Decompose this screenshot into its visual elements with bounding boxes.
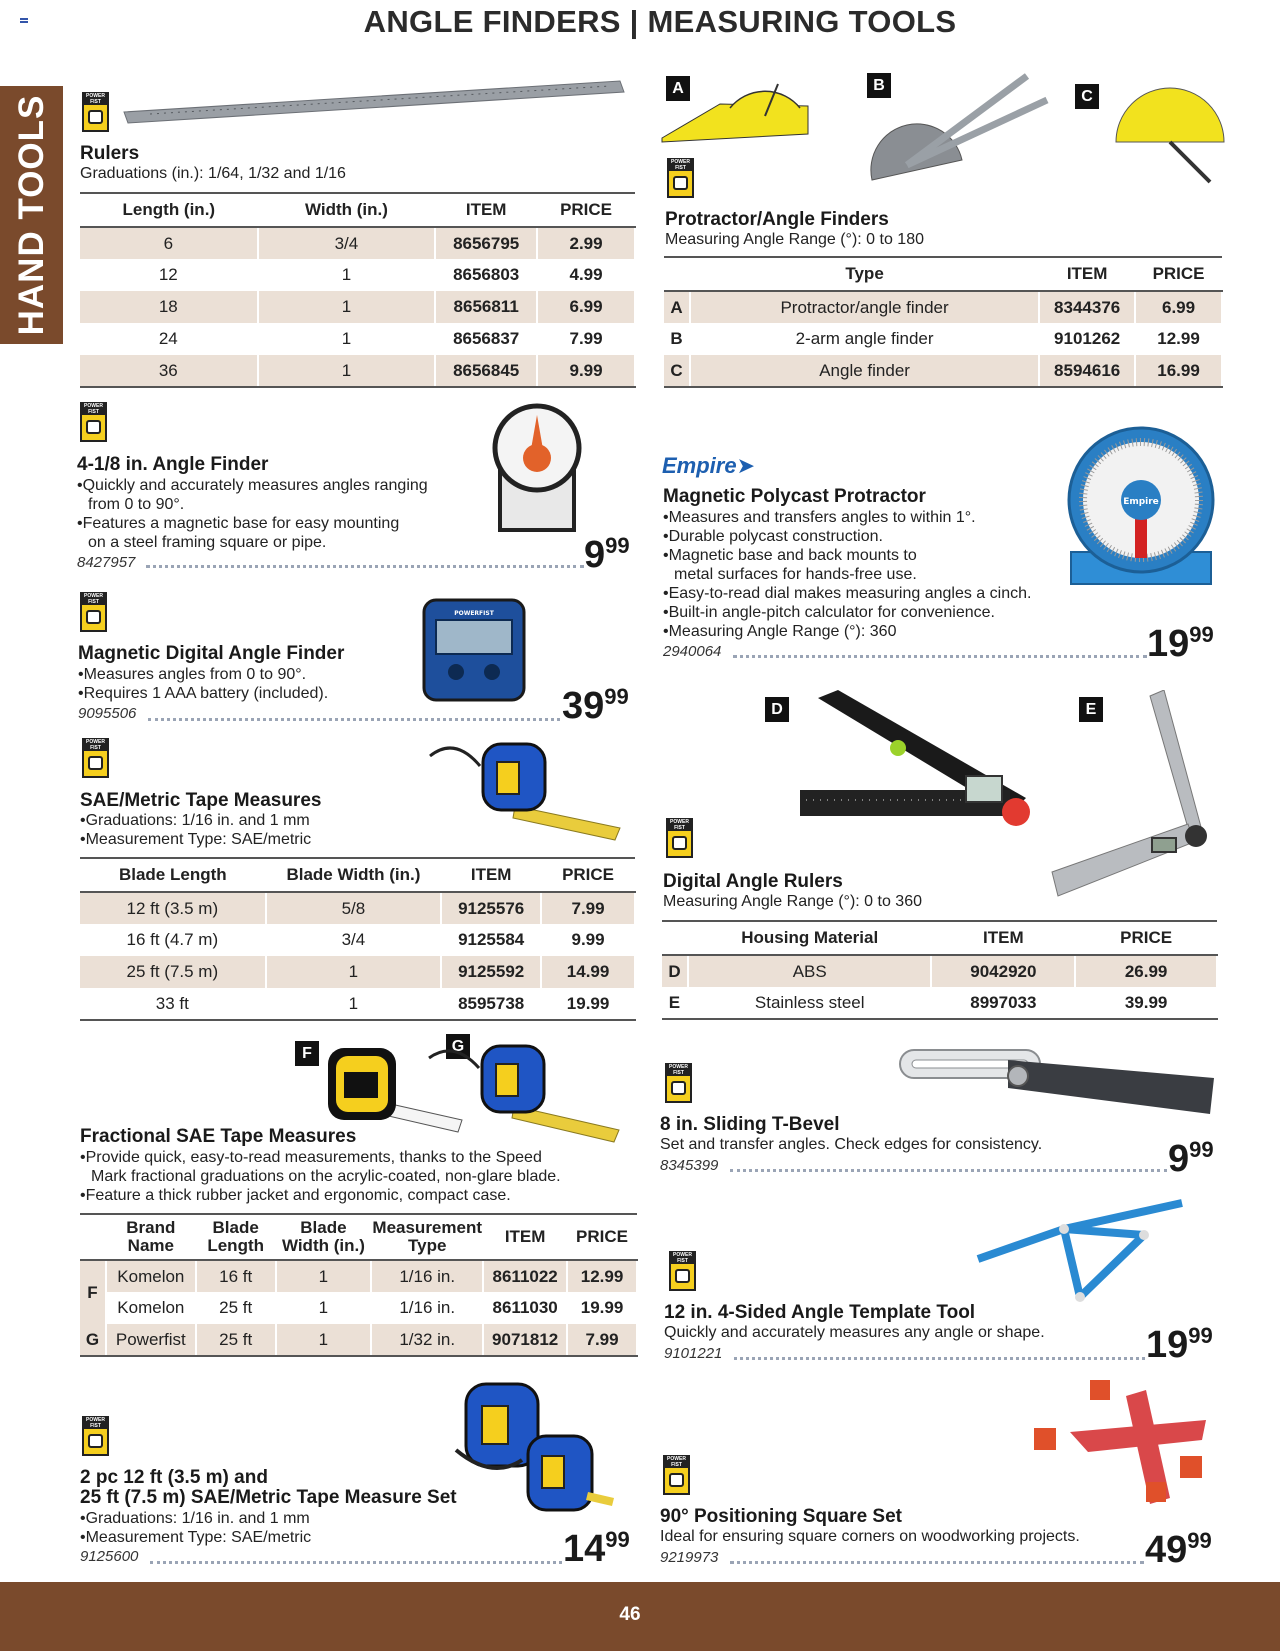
template-tool-sku: 9101221 — [664, 1345, 723, 1362]
table-row: 24 1 8656837 7.99 — [80, 323, 635, 355]
table-row: 6 3/4 8656795 2.99 — [80, 227, 635, 259]
col-header: Type — [690, 257, 1039, 291]
col-header: Width (in.) — [258, 193, 436, 227]
template-tool-price: $19^{99}$ — [1146, 1323, 1213, 1366]
positioning-square-image — [1030, 1378, 1220, 1508]
label-e: E — [1079, 697, 1103, 722]
label-f: F — [295, 1041, 319, 1066]
tape-set-bullets: •Graduations: 1/16 in. and 1 mm •Measurement Type: SAE/metric — [80, 1510, 312, 1546]
angle-template-image — [972, 1195, 1187, 1303]
tape-measures-bullets: •Graduations: 1/16 in. and 1 mm •Measurement Type: SAE/metric — [80, 812, 312, 848]
digital-rulers-subtitle: Measuring Angle Range (°): 0 to 360 — [663, 893, 922, 910]
col-header: Measurement Type — [371, 1214, 483, 1260]
rulers-table — [80, 192, 636, 388]
page-title: ANGLE FINDERS | MEASURING TOOLS — [363, 4, 957, 39]
table-row: 12 ft (3.5 m) 5/8 9125576 7.99 — [80, 892, 635, 924]
polycast-protractor-image — [1065, 424, 1220, 589]
angle-finder-title: 4-1/8 in. Angle Finder — [77, 454, 269, 475]
power-fist-logo: POWER FIST — [82, 92, 109, 132]
dotted-leader — [734, 1357, 1145, 1360]
col-header: PRICE — [541, 858, 635, 892]
col-header: Blade Length — [196, 1214, 276, 1260]
dotted-leader — [148, 718, 560, 721]
angle-finder-c-image — [1112, 84, 1227, 189]
digital-finder-sku: 9095506 — [78, 705, 137, 722]
label-c: C — [1075, 84, 1099, 109]
angle-finder-image — [492, 400, 587, 535]
dial-brand-text: Empire — [1123, 497, 1159, 507]
table-row: 12 1 8656803 4.99 — [80, 259, 635, 291]
tape-measures-title: SAE/Metric Tape Measures — [80, 790, 322, 811]
empire-logo: Empire➤ — [662, 453, 756, 478]
dotted-leader — [730, 1169, 1167, 1172]
label-a: A — [666, 76, 690, 101]
angle-finder-price: $9^{99}$ — [584, 533, 630, 576]
digital-rulers-table — [662, 920, 1218, 1020]
col-header: PRICE — [567, 1214, 637, 1260]
template-tool-title: 12 in. 4-Sided Angle Template Tool — [664, 1302, 976, 1323]
fractional-title: Fractional SAE Tape Measures — [80, 1126, 357, 1147]
positioning-subtitle: Ideal for ensuring square corners on woodworking projects. — [660, 1528, 1080, 1545]
positioning-price: $49^{99}$ — [1145, 1528, 1212, 1571]
protractors-subtitle: Measuring Angle Range (°): 0 to 180 — [665, 231, 924, 248]
fractional-bullets: •Provide quick, easy-to-read measurements, thanks to the Speed Mark fractional graduations on the acrylic-coated, non-glare blade. •Feature a thick rubber jacket and ergonomic, compact case. — [80, 1149, 561, 1204]
template-tool-subtitle: Quickly and accurately measures any angle or shape. — [664, 1324, 1045, 1341]
col-header: ITEM — [435, 193, 537, 227]
page-footer — [0, 1582, 1280, 1651]
col-header: ITEM — [441, 858, 541, 892]
rulers-subtitle: Graduations (in.): 1/64, 1/32 and 1/16 — [80, 165, 346, 182]
tape-set-title-line1: 2 pc 12 ft (3.5 m) and — [80, 1467, 268, 1488]
positioning-sku: 9219973 — [660, 1549, 719, 1566]
dotted-leader — [733, 655, 1147, 658]
table-row: E Stainless steel 8997033 39.99 — [662, 987, 1217, 1019]
tape-set-title-line2: 25 ft (7.5 m) SAE/Metric Tape Measure Set — [80, 1487, 457, 1508]
side-tab-label: HAND TOOLS — [11, 94, 51, 336]
col-header: ITEM — [1039, 257, 1135, 291]
protractors-table — [664, 256, 1223, 388]
table-row: B 2-arm angle finder 9101262 12.99 — [664, 323, 1222, 355]
col-header: ITEM — [483, 1214, 567, 1260]
angle-finder-b-image — [862, 70, 1052, 190]
polycast-sku: 2940064 — [663, 643, 722, 660]
power-fist-logo: POWER FIST — [663, 1455, 690, 1495]
tape-g-image — [424, 1040, 624, 1145]
power-fist-logo: POWER FIST — [80, 592, 107, 632]
digital-finder-title: Magnetic Digital Angle Finder — [78, 643, 345, 664]
dotted-leader — [730, 1561, 1144, 1564]
col-header: ITEM — [931, 921, 1075, 955]
tape-measures-table — [80, 857, 636, 1021]
tape-measure-image — [425, 736, 625, 846]
col-header: Blade Width (in.) — [266, 858, 442, 892]
col-header: Blade Width (in.) — [276, 1214, 372, 1260]
label-b: B — [867, 73, 891, 98]
dotted-leader — [150, 1561, 562, 1564]
t-bevel-price: $9^{99}$ — [1168, 1137, 1214, 1180]
polycast-price: $19^{99}$ — [1147, 622, 1214, 665]
dotted-leader — [146, 565, 584, 568]
col-header: Housing Material — [688, 921, 932, 955]
table-row: A Protractor/angle finder 8344376 6.99 — [664, 291, 1222, 323]
tape-set-sku: 9125600 — [80, 1548, 139, 1565]
t-bevel-title: 8 in. Sliding T-Bevel — [660, 1114, 840, 1135]
digital-ruler-d-image — [798, 690, 1038, 840]
t-bevel-subtitle: Set and transfer angles. Check edges for consistency. — [660, 1136, 1043, 1153]
protractor-a-image — [660, 76, 810, 146]
power-fist-logo: POWER FIST — [667, 158, 694, 198]
digital-rulers-title: Digital Angle Rulers — [663, 871, 843, 892]
col-header: Length (in.) — [80, 193, 258, 227]
polycast-bullets: •Measures and transfers angles to within 1°. •Durable polycast construction. •Magnetic base and back mounts to metal surfaces for hands-free use. •Easy-to-read dial makes measuring angles a cinch. •Built-in angle-pitch calculator for convenience. •Measuring Angle Range (°): 360 — [663, 509, 1032, 640]
col-header: PRICE — [1135, 257, 1222, 291]
label-d: D — [765, 697, 789, 722]
table-row: 16 ft (4.7 m) 3/4 9125584 9.99 — [80, 924, 635, 956]
digital-ruler-e-image — [1048, 690, 1218, 905]
digital-finder-bullets: •Measures angles from 0 to 90°. •Requires 1 AAA battery (included). — [78, 666, 329, 702]
table-row: D ABS 9042920 26.99 — [662, 955, 1217, 987]
power-fist-logo: POWER FIST — [80, 402, 107, 442]
table-row: 25 ft (7.5 m) 1 9125592 14.99 — [80, 956, 635, 988]
power-fist-logo: POWER FIST — [665, 1063, 692, 1103]
label-g: G — [446, 1034, 470, 1059]
ruler-image — [120, 78, 630, 128]
table-row: 18 1 8656811 6.99 — [80, 291, 635, 323]
polycast-title: Magnetic Polycast Protractor — [663, 486, 926, 507]
t-bevel-image — [898, 1048, 1216, 1118]
table-row: Komelon 25 ft 1 1/16 in. 8611030 19.99 — [80, 1292, 637, 1324]
col-header: Brand Name — [106, 1214, 196, 1260]
tape-set-image — [452, 1380, 617, 1520]
table-row: C Angle finder 8594616 16.99 — [664, 355, 1222, 387]
power-fist-logo: POWER FIST — [666, 818, 693, 858]
protractors-title: Protractor/Angle Finders — [665, 209, 889, 230]
col-header: PRICE — [1075, 921, 1217, 955]
rulers-title: Rulers — [80, 143, 140, 164]
col-header: Blade Length — [80, 858, 266, 892]
tape-set-price: $14^{99}$ — [563, 1527, 630, 1570]
device-label: POWERFIST — [454, 610, 494, 617]
t-bevel-sku: 8345399 — [660, 1157, 719, 1174]
table-row: F Komelon 16 ft 1 1/16 in. 8611022 12.99 — [80, 1260, 637, 1292]
power-fist-logo: POWER FIST — [669, 1251, 696, 1291]
col-header: PRICE — [537, 193, 635, 227]
fractional-table — [80, 1213, 638, 1357]
power-fist-logo: POWER FIST — [82, 738, 109, 778]
side-tab — [0, 86, 63, 344]
page-number: 46 — [619, 1604, 641, 1625]
table-row: G Powerfist 25 ft 1 1/32 in. 9071812 7.99 — [80, 1324, 637, 1356]
positioning-title: 90° Positioning Square Set — [660, 1506, 902, 1527]
digital-angle-finder-image — [418, 594, 530, 706]
angle-finder-sku: 8427957 — [77, 554, 136, 571]
table-row: 36 1 8656845 9.99 — [80, 355, 635, 387]
digital-finder-price: $39^{99}$ — [562, 684, 629, 727]
angle-finder-bullets: •Quickly and accurately measures angles ranging from 0 to 90°. •Features a magnetic base for easy mounting on a steel framing square or pipe. — [77, 477, 428, 551]
power-fist-logo: POWER FIST — [82, 1416, 109, 1456]
table-row: 33 ft 1 8595738 19.99 — [80, 988, 635, 1020]
